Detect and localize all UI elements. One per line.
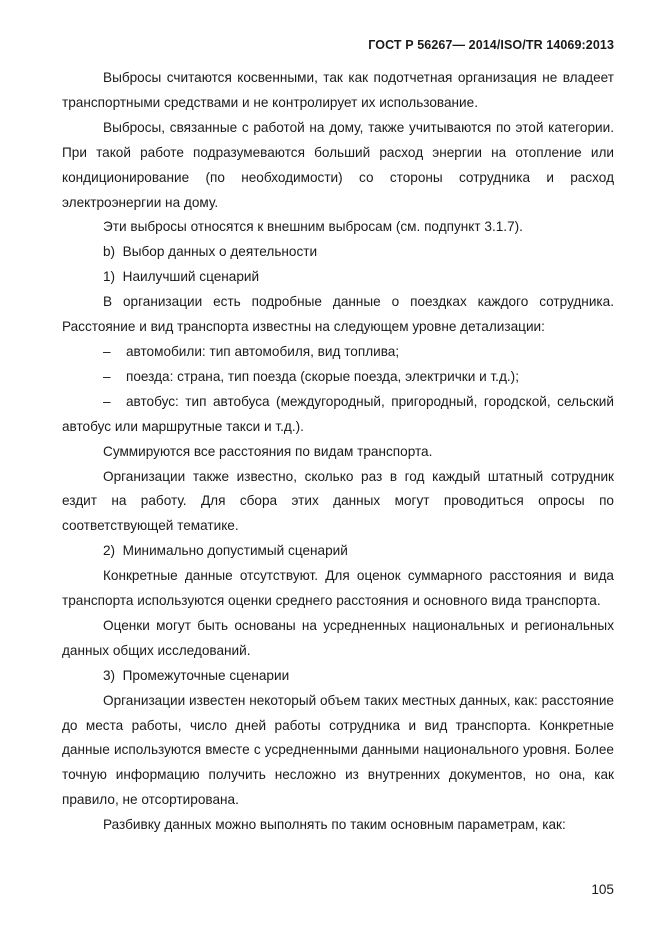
document-body	[62, 66, 614, 838]
dash-marker: –	[103, 368, 111, 384]
list-item	[62, 365, 614, 390]
dash-marker: –	[103, 343, 111, 359]
paragraph: Эти выбросы относятся к внешним выбросам (см. подпункт 3.1.7).	[103, 219, 523, 235]
document-header: ГОСТ Р 56267— 2014/ISO/TR 14069:2013	[368, 38, 614, 52]
subsection-heading: 1) Наилучший сценарий	[103, 269, 260, 285]
list-item-text: автобус: тип автобуса (междугородный, пригородный, городской, сельский автобус или маршрутные такси и т.д.).	[62, 393, 614, 434]
subsection-heading: 2) Минимально допустимый сценарий	[103, 543, 348, 559]
paragraph: Выбросы считаются косвенными, так как подотчетная организация не владеет транспортными средствами и не контролирует их использование.	[62, 70, 614, 110]
paragraph: Конкретные данные отсутствуют. Для оценок суммарного расстояния и вида транспорта используются оценки среднего расстояния и основного вида транспорта.	[62, 568, 614, 609]
list-item	[62, 390, 614, 440]
paragraph: Разбивку данных можно выполнять по таким основным параметрам, как:	[103, 817, 566, 833]
paragraph: Выбросы, связанные с работой на дому, также учитываются по этой категории. При такой работе подразумеваются больший расход энергии на отопление или кондиционирование (по необходимости) со стороны сотрудника и расход электроэнергии на дому.	[62, 119, 614, 210]
list-item-text: поезда: страна, тип поезда (скорые поезда, электрички и т.д.);	[126, 368, 519, 384]
paragraph: Оценки могут быть основаны на усредненных национальных и региональных данных общих исследований.	[62, 617, 614, 658]
paragraph: Организации также известно, сколько раз в год каждый штатный сотрудник ездит на работу. Для сбора этих данных могут проводиться опросы по соответствующей тематике.	[62, 468, 614, 534]
paragraph: Организации известен некоторый объем таких местных данных, как: расстояние до места работы, число дней работы сотрудника и вид транспорта. Конкретные данные используются вместе с усредненными данными национального уровня. Более точную информацию получить несложно из внутренних документов, но она, как правило, не отсортирована.	[62, 692, 614, 808]
section-heading: b) Выбор данных о деятельности	[103, 244, 318, 260]
paragraph: Суммируются все расстояния по видам транспорта.	[103, 443, 433, 459]
subsection-heading: 3) Промежуточные сценарии	[103, 667, 290, 683]
paragraph: В организации есть подробные данные о поездках каждого сотрудника. Расстояние и вид транспорта известны на следующем уровне детализации:	[62, 294, 614, 335]
page-number: 105	[591, 882, 614, 897]
list-item-text: автомобили: тип автомобиля, вид топлива;	[126, 343, 400, 359]
dash-marker: –	[103, 393, 111, 409]
list-item	[62, 340, 614, 365]
